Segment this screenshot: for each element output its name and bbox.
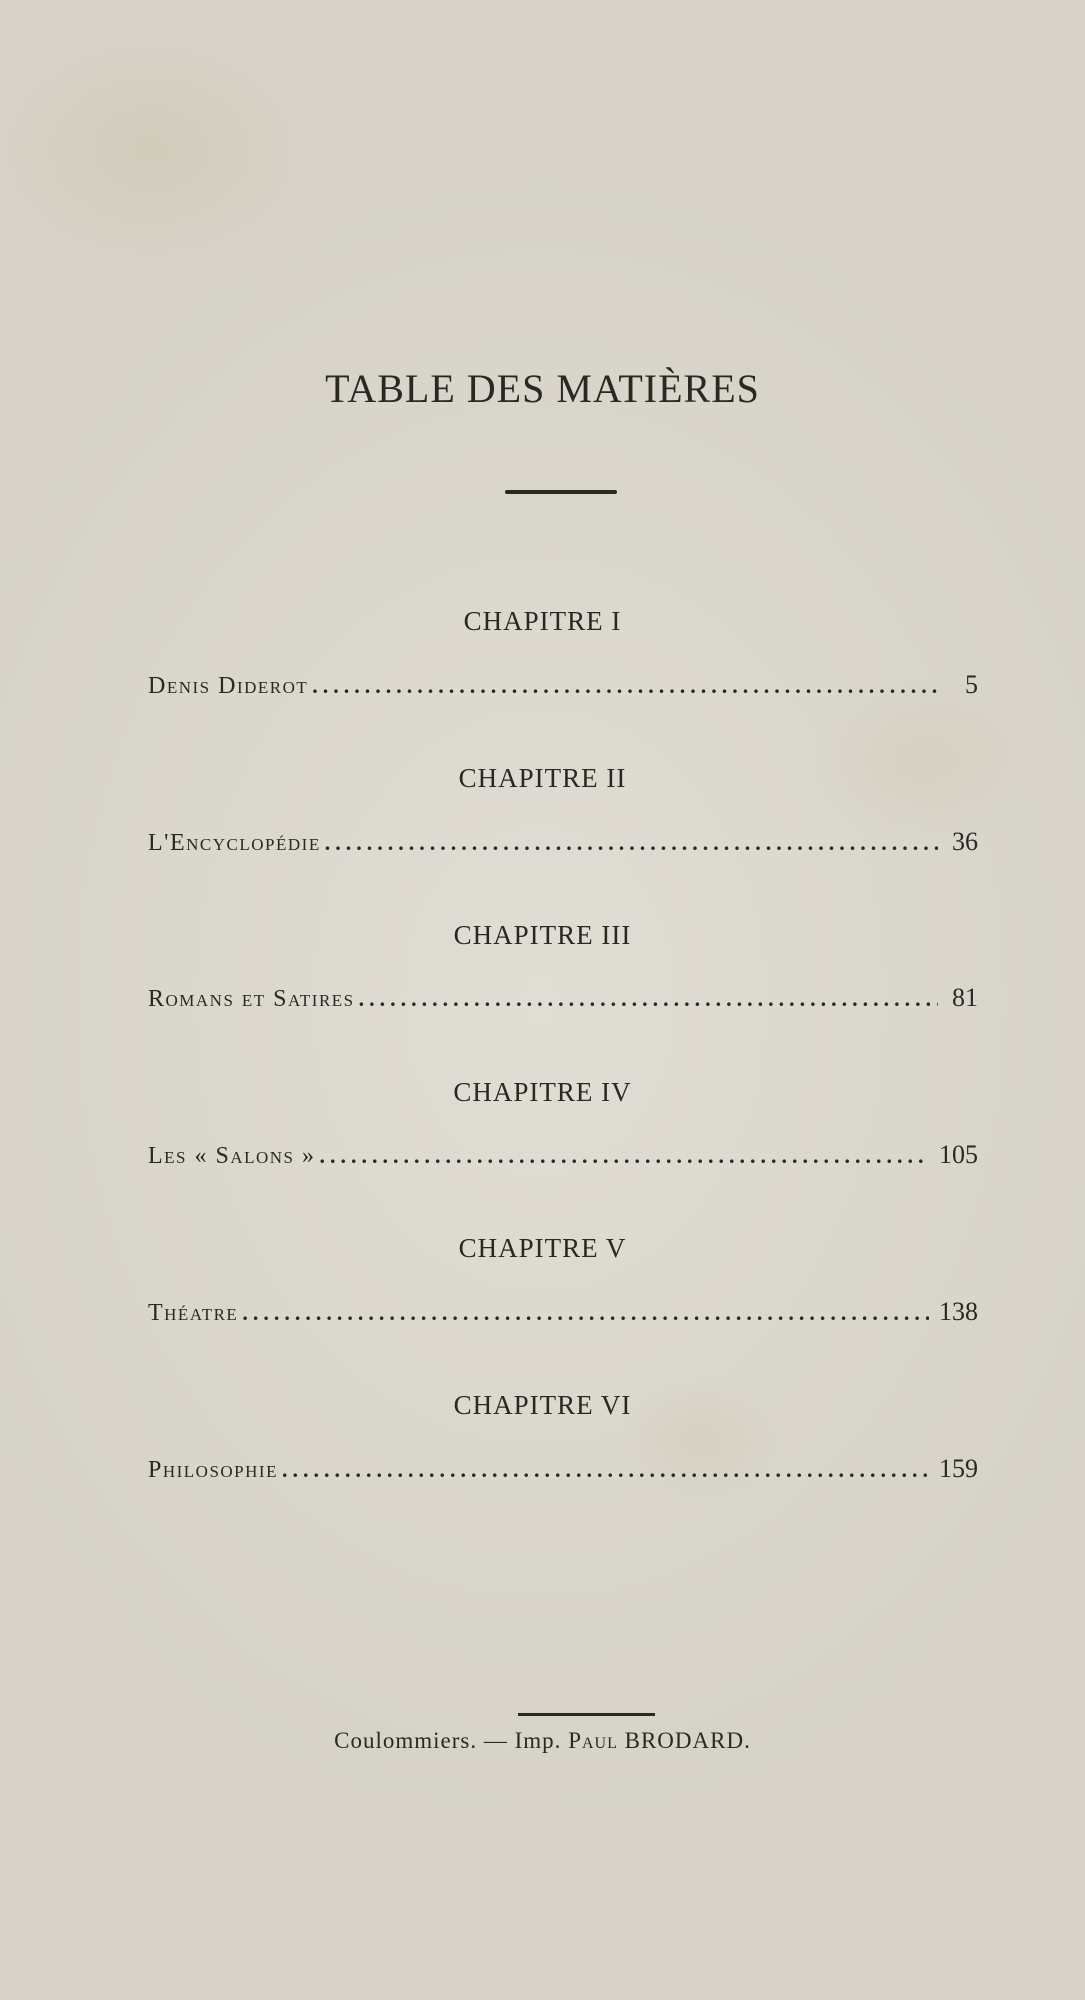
toc-entry-page: 36 (952, 827, 978, 856)
toc-entry-page: 5 (965, 670, 978, 699)
dot-leader (282, 1457, 929, 1483)
chapter-heading: CHAPITRE II (458, 763, 627, 793)
chapter-heading: CHAPITRE VI (453, 1390, 632, 1420)
toc-entry (148, 1297, 978, 1331)
toc-entry-title: Romans et Satires (148, 986, 355, 1012)
toc-entry (148, 1140, 978, 1174)
imprint-place: Coulommiers. (334, 1728, 478, 1753)
toc-entry (148, 1454, 978, 1488)
dot-leader (359, 986, 938, 1012)
title-rule (505, 490, 617, 494)
imprint-printer-last: BRODARD. (624, 1728, 751, 1753)
imprint-printer-first: Paul (568, 1728, 618, 1753)
chapter-heading: CHAPITRE IV (453, 1077, 632, 1107)
dot-leader (242, 1300, 929, 1326)
toc-entry-title: L'Encyclopédie (148, 830, 321, 856)
imprint-imp: Imp. (514, 1728, 562, 1753)
dot-leader (325, 830, 938, 856)
toc-entry-page: 81 (952, 983, 978, 1012)
chapter-heading: CHAPITRE V (458, 1233, 627, 1263)
toc-title: TABLE DES MATIÈRES (325, 366, 760, 411)
toc-entry-page: 159 (939, 1454, 978, 1483)
toc-entry-title: Philosophie (148, 1457, 278, 1483)
footer-rule (518, 1713, 655, 1716)
toc-entry (148, 670, 978, 704)
toc-entry-page: 105 (939, 1140, 978, 1169)
dot-leader (312, 673, 938, 699)
toc-entry (148, 983, 978, 1017)
toc-entry (148, 827, 978, 861)
imprint-separator: — (483, 1728, 508, 1753)
chapter-heading: CHAPITRE I (463, 606, 622, 636)
chapter-heading: CHAPITRE III (453, 920, 632, 950)
dot-leader (320, 1143, 929, 1169)
toc-entry-title: Les « Salons » (148, 1143, 316, 1169)
toc-entry-page: 138 (939, 1297, 978, 1326)
toc-entry-title: Denis Diderot (148, 673, 309, 699)
printer-imprint (0, 1728, 1085, 1754)
toc-entry-title: Théatre (148, 1300, 239, 1326)
